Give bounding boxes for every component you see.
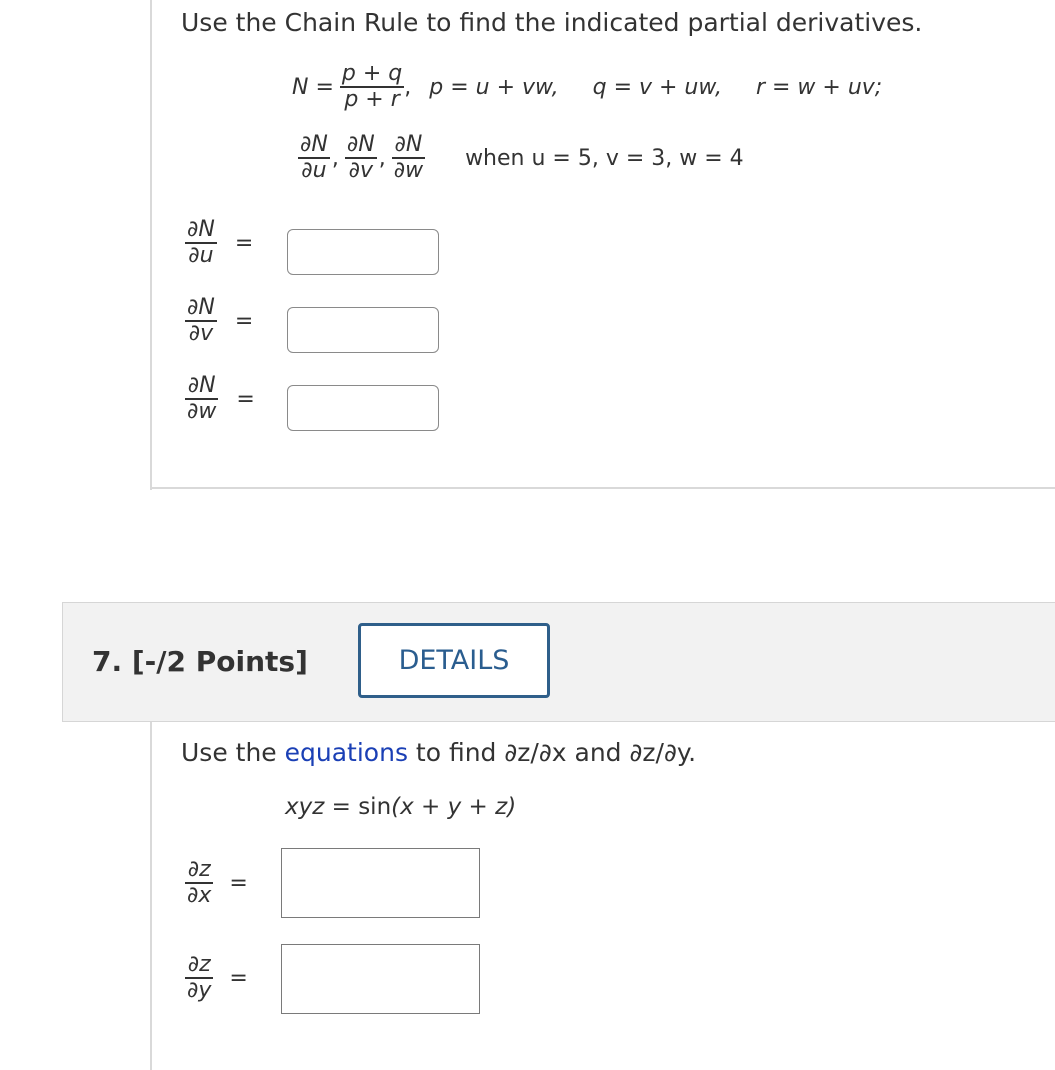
dz-dx-label [185,858,213,908]
p-definition: p = u + vw, [429,74,559,100]
equals-sign: = [234,308,254,334]
dN-dw-fraction [392,133,425,183]
equation-argument: (x + y + z) [391,794,517,820]
N-numerator: p + q [341,61,403,86]
numerator: ∂z [187,857,211,882]
denominator: ∂u [188,243,214,269]
equation-equals: = [324,794,359,820]
problem7-equation [285,794,516,820]
answer-input-dz-dy[interactable] [281,944,480,1014]
dN-du-label [185,218,217,268]
numerator: ∂N [394,132,423,157]
answer-input-dz-dx[interactable] [281,848,480,918]
N-definition [292,62,882,112]
answer-row-dz-dy [185,953,248,1003]
answer-input-dN-du[interactable] [287,229,439,275]
comma: , [331,145,339,171]
answer-row-dz-dx [185,858,248,908]
denominator: ∂w [187,399,217,425]
equals-sign: = [234,230,254,256]
N-denominator: p + r [344,87,400,113]
numerator: ∂N [187,217,215,242]
numerator: ∂z [187,952,211,977]
problem7-left-border [150,720,152,1070]
equals-sign: = [236,386,255,412]
answer-row-dN-du [185,218,253,268]
answer-row-dN-dw [185,374,255,424]
numerator: ∂N [187,373,216,398]
denominator: ∂v [188,321,214,347]
problem7-points-label: 7. [-/2 Points] [92,645,308,678]
N-comma: , [404,74,412,100]
instruction-text: to find ∂z/∂x and ∂z/∂y. [407,738,697,767]
answer-input-dN-dw[interactable] [287,385,439,431]
N-label: N = [292,74,334,100]
derivatives-to-find [298,133,744,183]
problem7-instruction [181,738,696,767]
q-definition: q = v + uw, [592,74,722,100]
dN-du-fraction [298,133,330,183]
problem6-instruction: Use the Chain Rule to find the indicated partial derivatives. [181,8,923,37]
equals-sign: = [229,870,248,896]
answer-input-dN-dv[interactable] [287,307,439,353]
details-button[interactable]: DETAILS [358,623,550,698]
equals-sign: = [229,965,248,991]
problem6-bottom-border [150,487,1055,489]
dz-dy-label [185,953,213,1003]
dN-dw-label [185,374,218,424]
r-definition: r = w + uv; [755,74,883,100]
instruction-text: Use the [181,738,285,767]
denominator: ∂y [187,978,212,1004]
denominator: ∂w [393,158,424,184]
problem6-left-border [150,0,152,490]
equation-function: sin [358,794,392,820]
when-condition: when u = 5, v = 3, w = 4 [465,145,744,171]
equations-link[interactable]: equations [284,738,408,767]
denominator: ∂u [301,158,327,184]
comma: , [378,145,386,171]
numerator: ∂N [300,132,328,157]
dN-dv-fraction [345,133,377,183]
answer-row-dN-dv [185,296,253,346]
numerator: ∂N [187,295,215,320]
denominator: ∂x [187,883,212,909]
dN-dv-label [185,296,217,346]
numerator: ∂N [346,132,375,157]
denominator: ∂v [348,158,373,184]
equation-lhs: xyz [285,794,325,820]
N-fraction [340,62,404,112]
